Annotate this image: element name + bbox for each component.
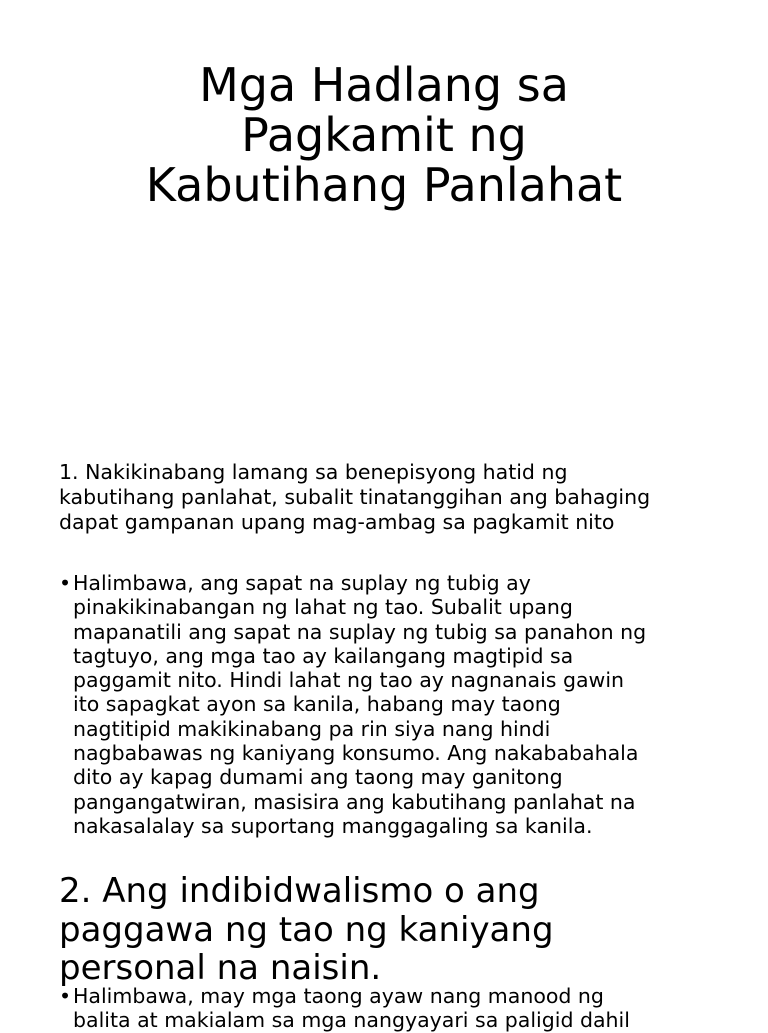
bullet-icon: •: [59, 984, 72, 1008]
example-1-line: dito ay kapag dumami ang taong may ganitong: [73, 765, 563, 790]
point-2-heading: [59, 872, 759, 988]
example-1-line: nakasalalay sa suportang manggagaling sa kanila.: [73, 813, 593, 838]
title-line: Mga Hadlang sa: [199, 58, 569, 112]
example-1-line: pinakikinabangan ng lahat ng tao. Subalit upang: [73, 595, 573, 620]
point-1-line: 1. Nakikinabang lamang sa benepisyong hatid ng: [59, 460, 568, 484]
title-line: Kabutihang Panlahat: [145, 158, 623, 212]
point-1-line: kabutihang panlahat, subalit tinatanggihan ang bahaging: [59, 485, 651, 509]
point-2-line: personal na naisin.: [59, 948, 382, 988]
example-1-line: nagbabawas ng kaniyang konsumo. Ang nakababahala: [73, 741, 639, 766]
example-2-line: balita at makialam sa mga nangyayari sa paligid dahil: [73, 1008, 630, 1033]
example-2-line: Halimbawa, may mga taong ayaw nang manood ng: [73, 984, 604, 1008]
example-2-text: [73, 984, 749, 1033]
slide-title: [0, 60, 768, 210]
point-2-line: 2. Ang indibidwalismo o ang: [59, 871, 540, 911]
bullet-icon: •: [59, 571, 72, 595]
example-1-line: paggamit nito. Hindi lahat ng tao ay nagnanais gawin: [73, 668, 625, 693]
example-1-line: mapanatili ang sapat na suplay ng tubig sa panahon ng: [73, 619, 647, 644]
example-2-bullet: [59, 984, 749, 1033]
example-1-line: Halimbawa, ang sapat na suplay ng tubig ay: [73, 571, 531, 595]
example-1-line: tagtuyo, ang mga tao ay kailangang magtipid sa: [73, 643, 574, 668]
point-2-line: paggawa ng tao ng kaniyang: [59, 909, 554, 950]
example-1-line: ito sapagkat ayon sa kanila, habang may taong: [73, 692, 561, 717]
point-1-line: dapat gampanan upang mag-ambag sa pagkamit nito: [59, 510, 615, 534]
example-1-text: [73, 571, 749, 838]
example-1-line: pangangatwiran, masisira ang kabutihang panlahat na: [73, 789, 636, 814]
title-line: Pagkamit ng: [241, 108, 527, 162]
example-1-line: nagtitipid makikinabang pa rin siya nang hindi: [73, 716, 551, 741]
example-1-bullet: [59, 571, 749, 838]
point-1-heading: [59, 460, 749, 535]
